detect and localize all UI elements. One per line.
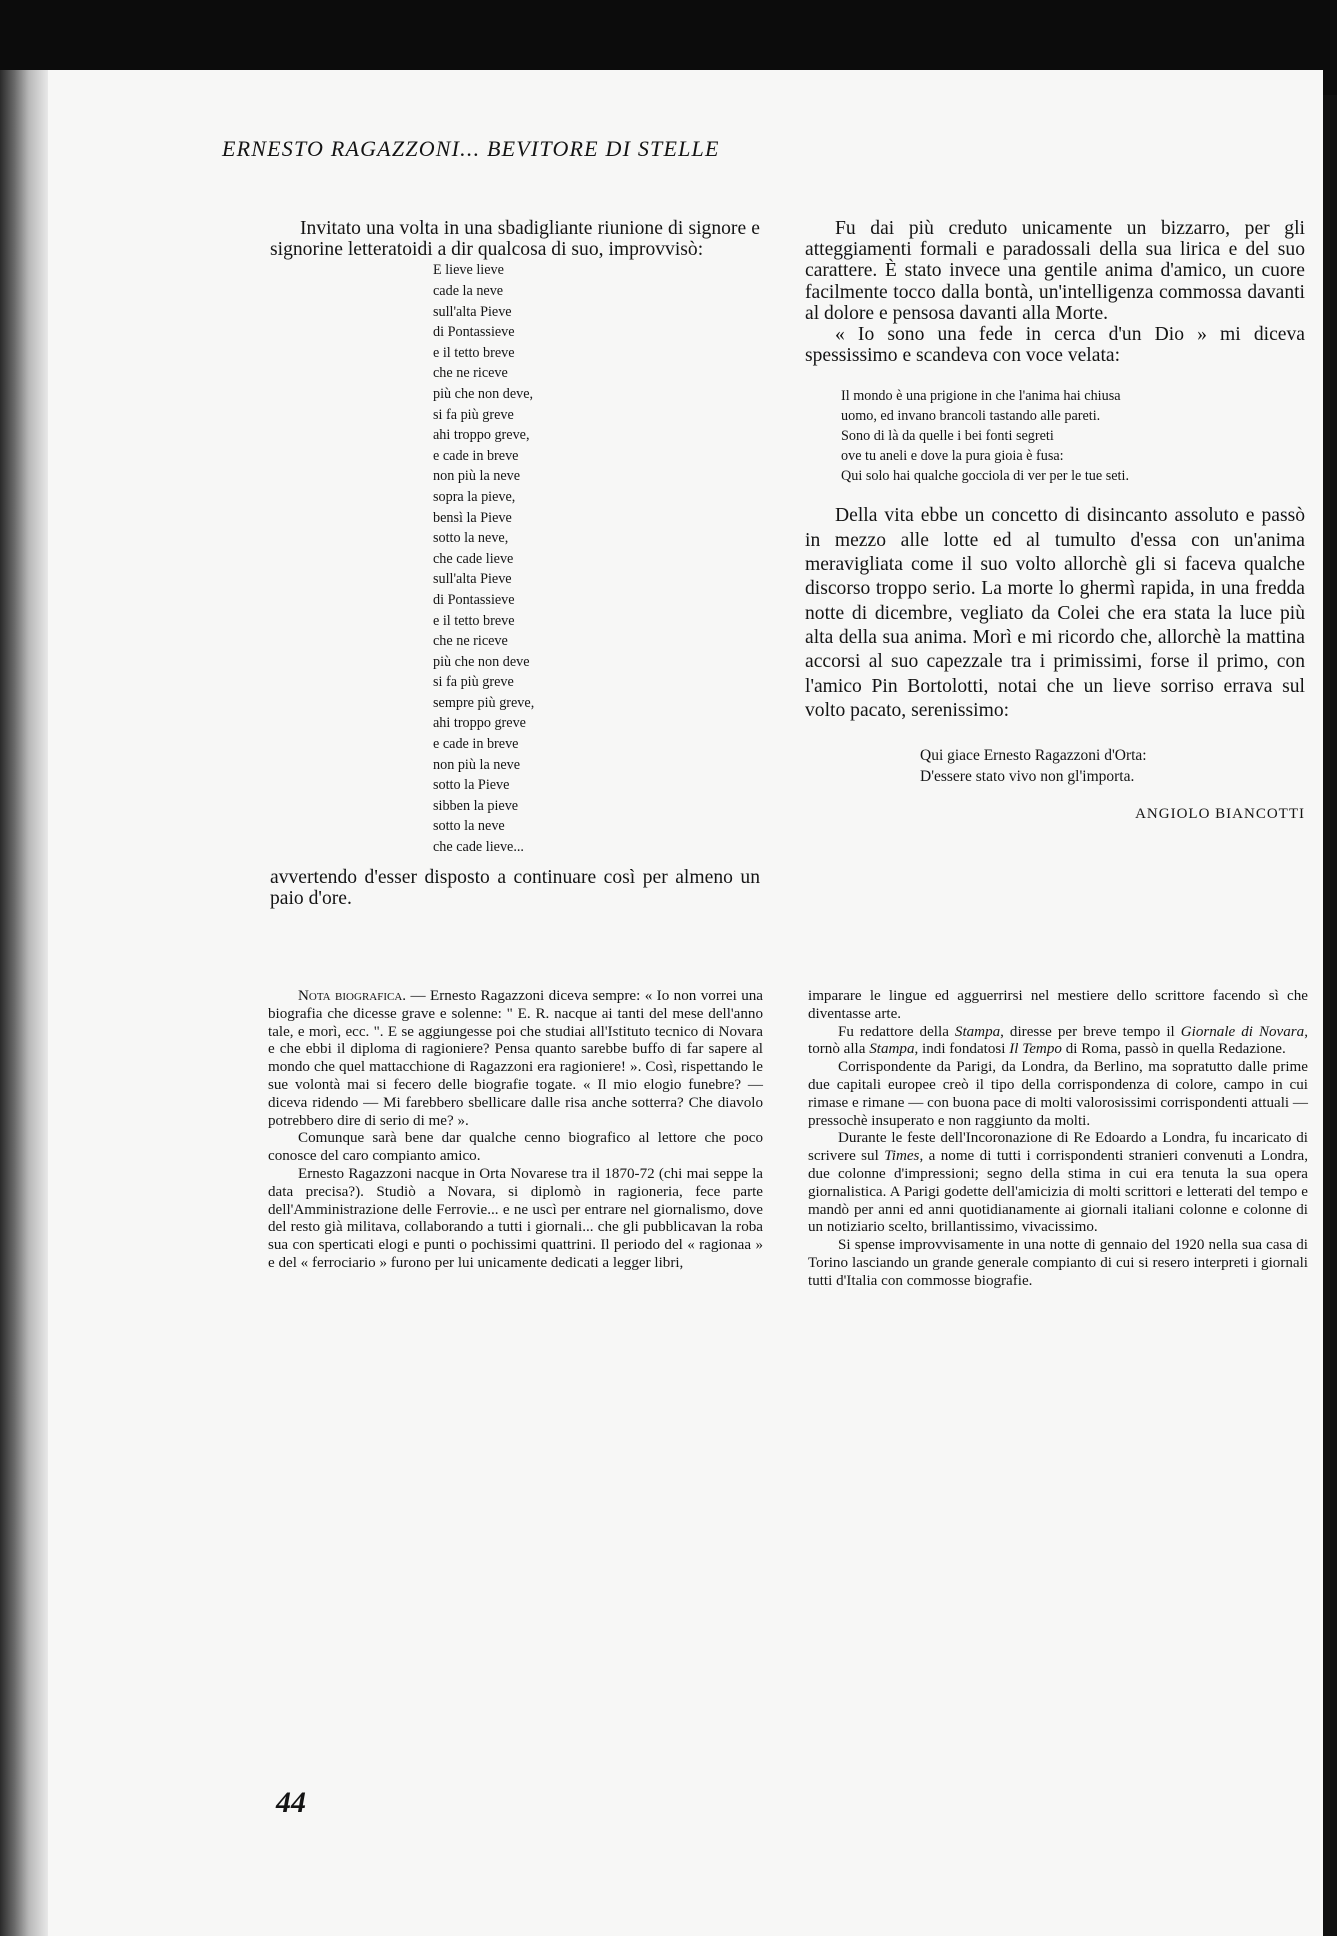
poem-line: sopra la pieve, (433, 488, 516, 505)
poem-line: sibben la pieve (433, 797, 519, 814)
poem-line: sotto la Pieve (433, 777, 510, 794)
note-text: Fu redattore della (838, 1023, 955, 1040)
poem-line: sull'alta Pieve (433, 571, 512, 588)
note-text: di Roma, passò in quella Redazione. (1061, 1041, 1286, 1058)
poem-line: che cade lieve (433, 550, 514, 567)
note-text: , a nome di tutti i corrispondenti stranieri convenuti a Londra, due colonne d'impressioni; segno della stima in cui era tenuta la sua opera giornalistica. A Parigi godette dell'amicizia di molti scrittori e letterati del tempo e mandò per anni ed anni quotidianamente ai giornali italiani colonne e colonne di un notiziario scelto, brillantissimo, vivacissimo. (808, 1148, 1308, 1236)
running-head: ERNESTO RAGAZZONI... BEVITORE DI STELLE (222, 136, 720, 161)
note-text: Durante le feste dell'Incoronazione di Re Edoardo a Londra, fu incaricato di scrivere sul (808, 1130, 1308, 1165)
note-text: — Ernesto Ragazzoni diceva sempre: « Io non vorrei una biografia che dicesse grave e solenne: " E. R. nacque ai tanti del mese dell'anno tale, e morì, ecc. ". E se aggiungesse poi che studiai all'Istituto tecnico di Novara e che ebbi il diploma di ragioniere? Pensa quanto sarebbe buffo di far sapere al mondo che quel mattacchione di Ragazzoni era ragioniere! ». Così, rispettando le sue volontà mai si fecero delle biografie togate. « Il mio elogio funebre? — diceva ridendo — Mi farebbero sbellicare dalle risa anche sotterra? Che diavolo potrebbero dire di serio di me? ». (268, 988, 763, 1129)
outro-paragraph: avvertendo d'esser disposto a continuare così per almeno un paio d'ore. (270, 866, 760, 909)
quote-line: Qui solo hai qualche gocciola di ver per le tue seti. (841, 468, 1129, 485)
note-text: , indi fondatosi (914, 1041, 1010, 1058)
scan-border-right (1323, 95, 1337, 1936)
poem-line: ahi troppo greve (433, 715, 526, 732)
newspaper-title: Stampa (869, 1041, 915, 1058)
note-paragraph: Corrispondente da Parigi, da Londra, da Berlino, ma sopratutto dalle prime due capitali europee creò il tipo della corrispondenza di colore, campo in cui rimase e rimane — con buona pace di molti valorosissimi corrispondenti attuali — pressochè insuperato e non raggiunto da molti. (808, 1059, 1308, 1129)
paragraph-vita: Della vita ebbe un concetto di disincanto assoluto e passò in mezzo alle lotte ed al tumulto d'essa con un'anima meravigliata come il suo volto allorchè gli si faceva qualche discorso troppo serio. La morte lo ghermì rapida, in una fredda notte di dicembre, vegliato da Colei che era stata la luce più alta della sua anima. Morì e mi ricordo che, allorchè la mattina accorsi al suo capezzale tra i primissimi, forse il primo, con l'amico Pin Bortolotti, notai che un lieve sorriso errava sul volto pacato, serenissimo: (805, 505, 1305, 721)
poem-line: bensì la Pieve (433, 509, 512, 526)
note-paragraph (808, 1024, 1308, 1060)
poem-line: di Pontassieve (433, 591, 515, 608)
poem-line: e il tetto breve (433, 344, 515, 361)
poem-line: che cade lieve... (433, 839, 524, 856)
biographical-note-left (268, 988, 763, 1273)
epitaph-line: D'essere stato vivo non gl'importa. (920, 768, 1135, 786)
epitaph (805, 745, 1305, 787)
note-text: , tornò alla (808, 1023, 1309, 1058)
poem-line: si fa più greve (433, 406, 514, 423)
poem-line: di Pontassieve (433, 324, 515, 341)
newspaper-title: Stampa (954, 1023, 1001, 1040)
poem-line: e cade in breve (433, 736, 519, 753)
biographical-note-right (808, 988, 1308, 1291)
poem-line: cade la neve (433, 283, 504, 299)
poem-line: che ne riceve (433, 365, 508, 382)
scan-border-top (0, 0, 1195, 70)
newspaper-title: Il Tempo (1009, 1041, 1062, 1058)
poem-line: ahi troppo greve, (433, 427, 530, 444)
poem-line: sotto la neve, (433, 530, 509, 547)
note-paragraph: Si spense improvvisamente in una notte di gennaio del 1920 nella sua casa di Torino lasciando un grande generale compianto di cui si resero interpreti i giornali tutti d'Italia con commosse biografie. (808, 1237, 1308, 1289)
left-column (270, 218, 760, 909)
note-paragraph (808, 1130, 1308, 1237)
note-paragraph: imparare le lingue ed agguerrirsi nel mestiere dello scrittore facendo sì che diventasse arte. (808, 988, 1308, 1022)
quote-line: ove tu aneli e dove la pura gioia è fusa: (841, 448, 1064, 465)
poem-line: non più la neve (433, 756, 521, 773)
poem-line: sull'alta Pieve (433, 303, 512, 320)
paragraph-bizzarro: Fu dai più creduto unicamente un bizzarro, per gli atteggiamenti formali e paradossali della sua lirica e del suo carattere. È stato invece una gentile anima d'amico, un cuore facilmente tocco dalla bontà, un'intelligenza commossa davanti al dolore e pensosa davanti alla Morte. (805, 218, 1305, 324)
newspaper-title: Times (884, 1148, 920, 1165)
poem-line: sempre più greve, (433, 694, 535, 711)
poem-line: non più la neve (433, 468, 521, 485)
quote-line: Sono di là da quelle i bei fonti segreti (841, 428, 1054, 445)
page-number: 44 (276, 1786, 306, 1819)
newspaper-title: Giornale di Novara (1180, 1023, 1305, 1040)
note-paragraph: Ernesto Ragazzoni nacque in Orta Novarese tra il 1870-72 (chi mai seppe la data precisa?). Studiò a Novara, si diplomò in ragioneria, fece parte dell'Amministrazione delle Ferrovie... e ne uscì per entrare nel giornalismo, dove del resto già militava, collaborando a tutti i giornali... che gli pubblicavan la roba sua con sperticati elogi e punti o pochissimi quattrini. Il periodo del « ragionaa » e del « ferrociario » furono per lui unicamente dedicati a legger libri, (268, 1165, 763, 1271)
poem-line: E lieve lieve (433, 262, 504, 279)
quote-line: uomo, ed invano brancoli tastando alle pareti. (841, 408, 1101, 425)
poem-line: più che non deve (433, 653, 530, 670)
quote-line: Il mondo è una prigione in che l'anima hai chiusa (841, 388, 1121, 405)
epitaph-line: Qui giace Ernesto Ragazzoni d'Orta: (920, 747, 1147, 765)
poem-line: più che non deve, (433, 385, 534, 402)
poem (433, 260, 760, 857)
poem-line: che ne riceve (433, 633, 508, 650)
note-text: , diresse per breve tempo il (1000, 1023, 1181, 1040)
right-column (805, 218, 1305, 825)
paragraph-fede: « Io sono una fede in cerca d'un Dio » mi diceva spessissimo e scandeva con voce velata: (805, 324, 1305, 367)
poem-line: e il tetto breve (433, 612, 515, 629)
intro-paragraph: Invitato una volta in una sbadigliante riunione di signore e signorine letteratoidi a dir qualcosa di suo, improvvisò: (270, 218, 760, 261)
poem-line: e cade in breve (433, 447, 519, 464)
scan-border-left (0, 70, 48, 1936)
author-signature: ANGIOLO BIANCOTTI (1135, 806, 1305, 823)
quoted-verses (805, 386, 1305, 486)
poem-line: si fa più greve (433, 674, 514, 691)
note-paragraph: Comunque sarà bene dar qualche cenno biografico al lettore che poco conosce del caro compianto amico. (268, 1130, 763, 1165)
poem-line: sotto la neve (433, 818, 505, 835)
note-paragraph (268, 988, 763, 1130)
note-label: Nota biografica. (298, 988, 407, 1004)
